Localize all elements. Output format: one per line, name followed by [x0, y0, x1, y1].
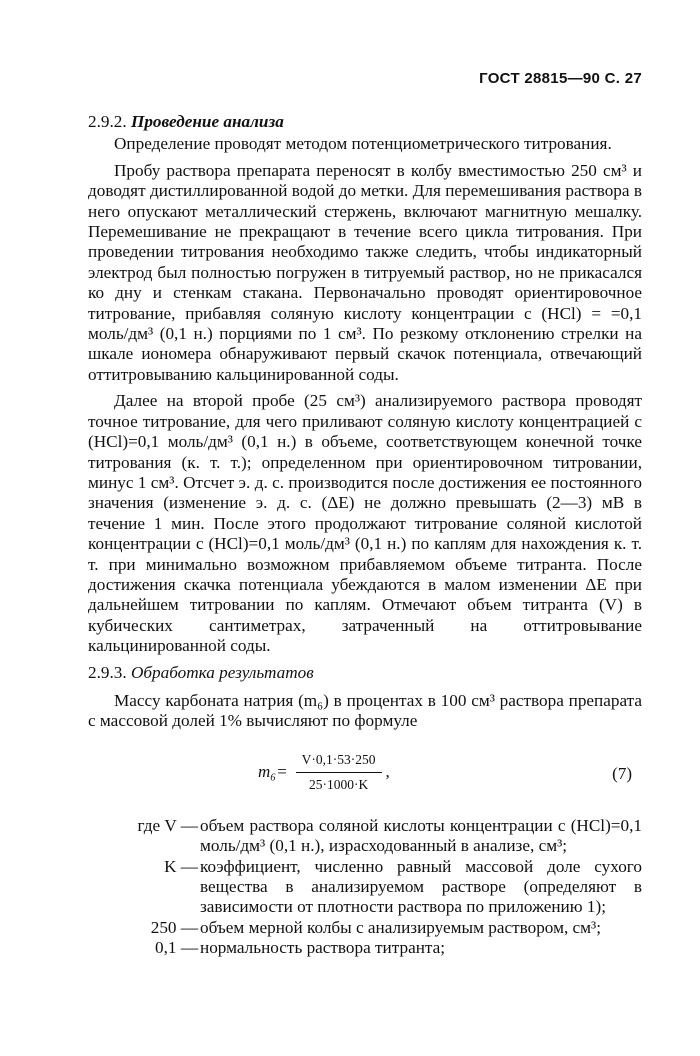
- equation-number: (7): [612, 763, 632, 783]
- definition-item: [88, 857, 642, 918]
- definition-term: где V —: [137, 815, 198, 835]
- definition-term: K —: [164, 856, 198, 876]
- section-title: Обработка результатов: [130, 662, 314, 682]
- formula-fraction: [296, 750, 382, 796]
- formula-denominator: 25·1000·K: [308, 777, 369, 793]
- formula-lhs: m₆=: [258, 762, 288, 782]
- formula-body: [258, 750, 390, 796]
- definition-text: нормальность раствора титранта;: [200, 938, 446, 958]
- paragraph-1: Определение проводят методом потенциометрического титрования.: [114, 134, 612, 154]
- section-title: Проведение анализа: [130, 112, 284, 131]
- formula-numerator: V·0,1·53·250: [296, 750, 382, 773]
- paragraph-3: Далее на второй пробе (25 см³) анализируемого раствора проводят точное титрование, для чего приливают соляную кислоту концентрацией с (HCl)=0,1 моль/дм³ (0,1 н.) в объеме, соответствующем конечной точке титрования (к. т. т.); определенном при ориентировочном титровании, минус 1 см³. Отсчет э. д. с. производится после достижения ее постоянного значения (изменение э. д. с. (ΔE) не должно превышать (2—3) мВ в течение 1 мин. После этого продолжают титрование соляной кислотой концентрации с (HCl)=0,1 моль/дм³ (0,1 н.) по каплям для нахождения к. т. т. при минимально возможном прибавляемом объеме титранта. После достижения скачка потенциала убеждаются в малом изменении ΔE при дальнейшем титровании по каплям. Отмечают объем титранта (V) в кубических сантиметрах, затраченный на оттитровывание кальцинированной соды.: [88, 391, 642, 656]
- formula-7: [88, 746, 642, 806]
- section-heading-2-9-2: [88, 112, 642, 132]
- definition-text: объем раствора соляной кислоты концентрации с (HCl)=0,1 моль/дм³ (0,1 н.), израсходованный в анализе, см³;: [200, 815, 642, 856]
- definition-item: [88, 938, 642, 958]
- definition-text: коэффициент, численно равный массовой доле сухого вещества в анализируемом растворе (определяют в зависимости от плотности раствора по приложению 1);: [200, 856, 642, 917]
- definition-item: [88, 816, 642, 857]
- definition-term: 250 —: [150, 917, 198, 937]
- definition-item: [88, 918, 642, 938]
- variable-definitions: [88, 816, 642, 959]
- document-body: [88, 112, 642, 959]
- paragraph-2: Пробу раствора препарата переносят в колбу вместимостью 250 см³ и доводят дистиллированной водой до метки. Для перемешивания раствора в него опускают металлический стержень, включают магнитную мешалку. Перемешивание не прекращают в течение всего цикла титрования. При проведении титрования необходимо также следить, чтобы индикаторный электрод был полностью погружен в титруемый раствор, но не прикасался ко дну и стенкам стакана. Первоначально проводят ориентировочное титрование, прибавляя соляную кислоту концентрации с (HCl) = =0,1 моль/дм³ (0,1 н.) порциями по 1 см³. По резкому отклонению стрелки на шкале иономера обнаруживают первый скачок потенциала, отвечающий оттитровыванию кальцинированной соды.: [88, 160, 642, 384]
- page-header: ГОСТ 28815—90 С. 27: [479, 70, 642, 87]
- section-heading-2-9-3: [88, 663, 642, 683]
- paragraph-4: Массу карбоната натрия (m₆) в процентах в 100 см³ раствора препарата с массовой долей 1% вычисляют по формуле: [88, 690, 642, 731]
- definition-term: 0,1 —: [155, 938, 198, 958]
- definition-text: объем мерной колбы с анализируемым раствором, см³;: [200, 917, 601, 937]
- section-number: 2.9.3.: [88, 662, 127, 682]
- formula-tail: ,: [385, 762, 390, 782]
- section-number: 2.9.2.: [88, 112, 127, 131]
